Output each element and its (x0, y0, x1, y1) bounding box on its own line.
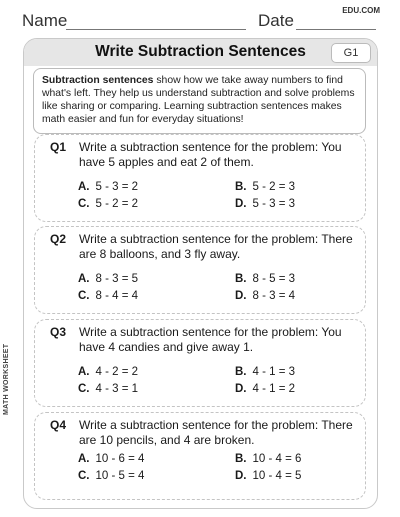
option-letter: D. (235, 383, 247, 395)
option-text: 10 - 5 = 4 (95, 470, 145, 482)
option-a[interactable] (78, 181, 138, 193)
name-label: Name (22, 11, 68, 30)
option-text: 4 - 2 = 2 (95, 366, 139, 378)
side-label: MATH WORKSHEET (3, 343, 10, 415)
option-text: 8 - 3 = 5 (95, 273, 139, 285)
option-text: 8 - 4 = 4 (95, 290, 139, 302)
option-c[interactable] (78, 198, 138, 210)
question-number: Q2 (50, 232, 67, 246)
option-text: 4 - 1 = 3 (252, 366, 296, 378)
option-b[interactable] (235, 273, 295, 285)
option-text: 4 - 1 = 2 (252, 383, 296, 395)
option-d[interactable] (235, 470, 301, 482)
option-c[interactable] (78, 470, 144, 482)
option-d[interactable] (235, 383, 295, 395)
option-letter: A. (78, 453, 90, 465)
intro-lead: Subtraction sentences (42, 75, 154, 86)
intro-text: show how we take away numbers to find what's left. They help us understand subtraction and solve problems like sharing or comparing. Learning subtraction sentences makes math easier and fun for everyday situations! (42, 75, 355, 125)
option-d[interactable] (235, 290, 295, 302)
option-a[interactable] (78, 366, 138, 378)
option-text: 5 - 2 = 2 (95, 198, 139, 210)
option-text: 10 - 4 = 6 (252, 453, 302, 465)
question-card (34, 226, 366, 314)
option-letter: A. (78, 181, 90, 193)
question-card (34, 319, 366, 407)
date-line[interactable] (296, 29, 376, 30)
option-text: 4 - 3 = 1 (95, 383, 139, 395)
option-b[interactable] (235, 453, 301, 465)
option-text: 8 - 3 = 4 (252, 290, 296, 302)
option-text: 5 - 3 = 3 (252, 198, 296, 210)
option-c[interactable] (78, 290, 138, 302)
question-card (34, 412, 366, 500)
intro-box (33, 68, 366, 134)
question-card (34, 134, 366, 222)
option-a[interactable] (78, 273, 138, 285)
option-letter: C. (78, 290, 90, 302)
option-letter: B. (235, 366, 247, 378)
option-d[interactable] (235, 198, 295, 210)
name-line[interactable] (66, 29, 246, 30)
title-bar (24, 39, 377, 66)
option-letter: D. (235, 290, 247, 302)
question-number: Q4 (50, 418, 67, 432)
worksheet-card (23, 38, 378, 509)
option-letter: D. (235, 198, 247, 210)
option-letter: C. (78, 198, 90, 210)
option-letter: B. (235, 181, 247, 193)
option-letter: D. (235, 470, 247, 482)
grade-badge: G1 (331, 43, 371, 63)
question-text: Write a subtraction sentence for the problem: You have 5 apples and eat 2 of them. (79, 140, 342, 169)
question-text: Write a subtraction sentence for the problem: There are 8 balloons, and 3 fly away. (79, 232, 353, 261)
option-c[interactable] (78, 383, 138, 395)
option-text: 8 - 5 = 3 (252, 273, 296, 285)
option-letter: B. (235, 273, 247, 285)
option-letter: B. (235, 453, 247, 465)
option-b[interactable] (235, 366, 295, 378)
date-label: Date (258, 11, 294, 30)
worksheet-title: Write Subtraction Sentences (95, 43, 306, 60)
option-text: 10 - 4 = 5 (252, 470, 302, 482)
brand-logo: EDU.COM (342, 6, 380, 15)
option-letter: A. (78, 366, 90, 378)
option-text: 5 - 2 = 3 (252, 181, 296, 193)
question-number: Q1 (50, 140, 67, 154)
option-a[interactable] (78, 453, 144, 465)
option-letter: C. (78, 470, 90, 482)
option-letter: A. (78, 273, 90, 285)
option-b[interactable] (235, 181, 295, 193)
option-text: 10 - 6 = 4 (95, 453, 145, 465)
option-letter: C. (78, 383, 90, 395)
question-text: Write a subtraction sentence for the problem: You have 4 candies and give away 1. (79, 325, 342, 354)
option-text: 5 - 3 = 2 (95, 181, 139, 193)
question-text: Write a subtraction sentence for the problem: There are 10 pencils, and 4 are broken. (79, 418, 353, 447)
question-number: Q3 (50, 325, 67, 339)
